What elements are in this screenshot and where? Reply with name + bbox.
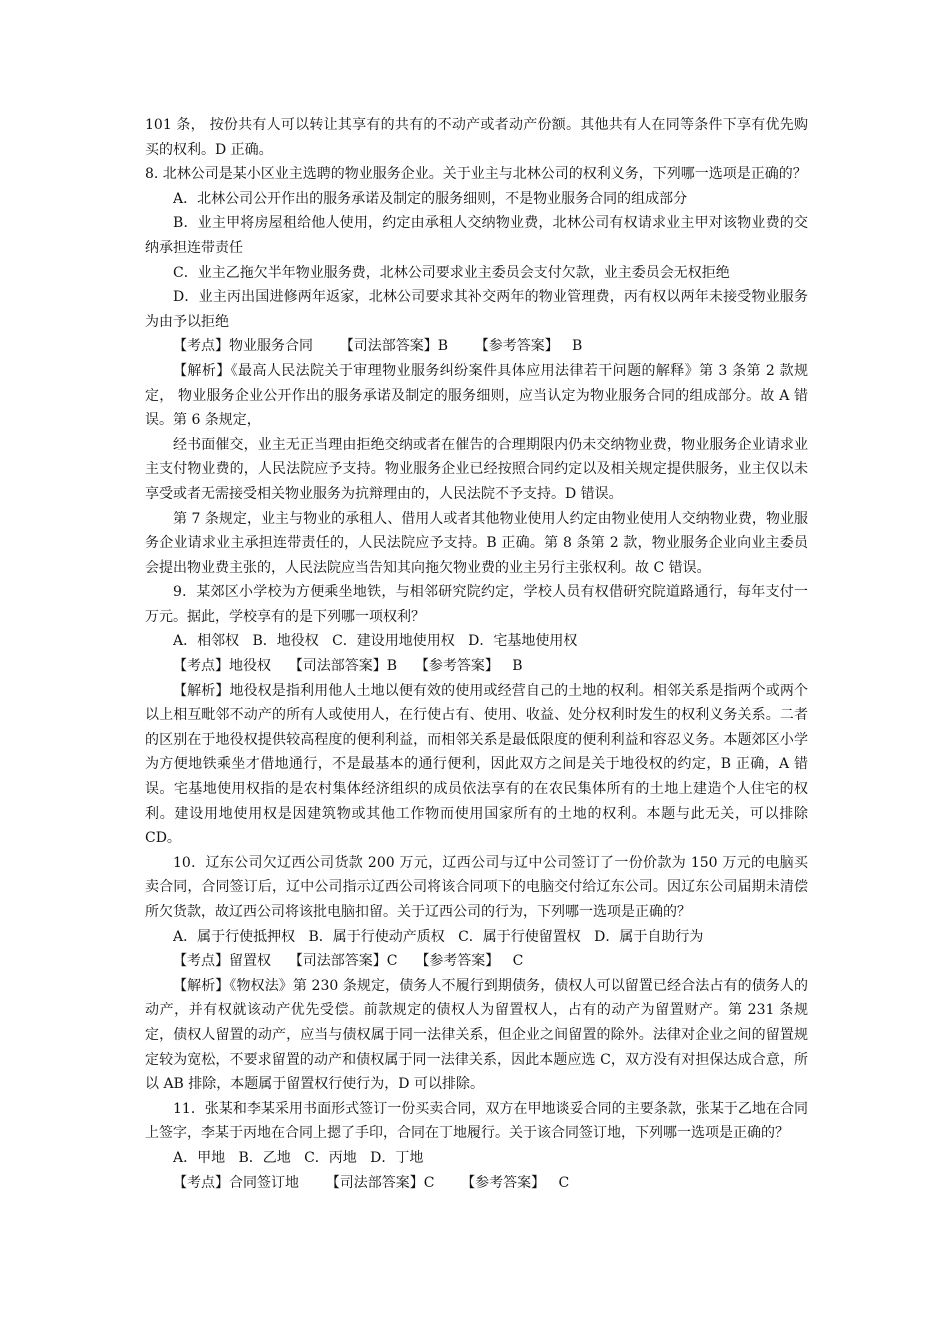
question-8-option-c: C．业主乙拖欠半年物业服务费，北林公司要求业主委员会支付欠款，业主委员会无权拒绝	[173, 264, 730, 281]
question-8-analysis-3: 第 7 条规定，业主与物业的承租人、借用人或者其他物业使用人约定由物业使用人交纳物业费，物业服务企业请求业主承担连带责任的，人民法院应予支持。B 正确。第 8 条第 2 款，物业服务企业向业主委员会提出物业费主张的，人民法院应当告知其向拖欠物业费的业主另行主张权利。故 C 错误。	[145, 510, 808, 576]
document-page	[145, 113, 808, 1195]
question-10-options: A．属于行使抵押权 B．属于行使动产质权 C．属于行使留置权 D．属于自助行为	[173, 928, 704, 945]
question-9-options: A．相邻权 B．地役权 C．建设用地使用权 D．宅基地使用权	[173, 633, 578, 650]
question-11: 11．张某和李某采用书面形式签订一份买卖合同，双方在甲地谈妥合同的主要条款，张某于乙地在合同上签字，李某于丙地在合同上摁了手印，合同在丁地履行。关于该合同签订地，下列哪一选项是正确的？	[145, 1100, 808, 1142]
question-10-analysis: 【解析】《物权法》第 230 条规定，债务人不履行到期债务，债权人可以留置已经合法占有的债务人的动产，并有权就该动产优先受偿。前款规定的债权人为留置权人，占有的动产为留置财产。第 231 条规定，债权人留置的动产，应当与债权属于同一法律关系，但企业之间留置的除外。法律对企业之间的留置规定较为宽松，不要求留置的动产和债权属于同一法律关系，因此本题应选 C，双方没有对担保达成合意，所以 AB 排除，本题属于留置权行使行为，D 可以排除。	[145, 977, 808, 1093]
question-8-answer-tags: 【考点】物业服务合同 【司法部答案】B 【参考答案】 B	[173, 338, 583, 355]
question-11-answer-tags: 【考点】合同签订地 【司法部答案】C 【参考答案】 C	[173, 1174, 570, 1191]
question-9: 9．某郊区小学校为方便乘坐地铁，与相邻研究院约定，学校人员有权借研究院道路通行，每年支付一万元。据此，学校享有的是下列哪一项权利？	[145, 584, 808, 625]
question-8-option-b: B．业主甲将房屋租给他人使用，约定由承租人交纳物业费，北林公司有权请求业主甲对该物业费的交纳承担连带责任	[145, 215, 808, 256]
question-8: 8. 北林公司是某小区业主选聘的物业服务企业。关于业主与北林公司的权利义务，下列哪一选项是正确的？	[145, 166, 807, 183]
question-9-analysis: 【解析】地役权是指利用他人土地以便有效的使用或经营自己的土地的权利。相邻关系是指两个或两个以上相互毗邻不动产的所有人或使用人，在行使占有、使用、收益、处分权利时发生的权利义务关系。二者的区别在于地役权提供较高程度的便利利益，而相邻关系是最低限度的便利利益和容忍义务。本题郊区小学为方便地铁乘坐才借地通行，不是最基本的通行便利，因此双方之间是关于地役权的约定，B 正确，A 错误。宅基地使用权指的是农村集体经济组织的成员依法享有的在农民集体所有的土地上建造个人住宅的权利。建设用地使用权是因建筑物或其他工作物而使用国家所有的土地的权利。本题与此无关，可以排除 CD。	[145, 682, 808, 847]
question-8-analysis-2: 经书面催交，业主无正当理由拒绝交纳或者在催告的合理期限内仍未交纳物业费，物业服务企业请求业主支付物业费的，人民法院应予支持。物业服务企业已经按照合同约定以及相关规定提供服务，业主仅以未享受或者无需接受相关物业服务为抗辩理由的，人民法院不予支持。D 错误。	[145, 436, 808, 502]
question-10: 10．辽东公司欠辽西公司货款 200 万元，辽西公司与辽中公司签订了一份价款为 150 万元的电脑买卖合同，合同签订后，辽中公司指示辽西公司将该合同项下的电脑交付给辽东公司。因辽东公司届期未清偿所欠货款，故辽西公司将该批电脑扣留。关于辽西公司的行为，下列哪一选项是正确的？	[145, 854, 808, 920]
question-11-options: A．甲地 B．乙地 C．丙地 D．丁地	[173, 1149, 424, 1166]
question-8-option-a: A．北林公司公开作出的服务承诺及制定的服务细则，不是物业服务合同的组成部分	[173, 190, 688, 207]
question-10-answer-tags: 【考点】留置权 【司法部答案】C 【参考答案】 C	[173, 953, 524, 970]
paragraph-intro: 101 条， 按份共有人可以转让其享有的共有的不动产或者动产份额。其他共有人在同等条件下享有优先购买的权利。D 正确。	[145, 117, 808, 158]
question-8-option-d: D．业主丙出国进修两年返家，北林公司要求其补交两年的物业管理费，丙有权以两年未接受物业服务为由予以拒绝	[145, 289, 808, 330]
question-9-answer-tags: 【考点】地役权 【司法部答案】B 【参考答案】 B	[173, 658, 523, 675]
question-8-analysis-1: 【解析】《最高人民法院关于审理物业服务纠纷案件具体应用法律若干问题的解释》第 3 条第 2 款规定， 物业服务企业公开作出的服务承诺及制定的服务细则，应当认定为物业服务合同的组成部分。故 A 错误。第 6 条规定，	[145, 362, 808, 429]
